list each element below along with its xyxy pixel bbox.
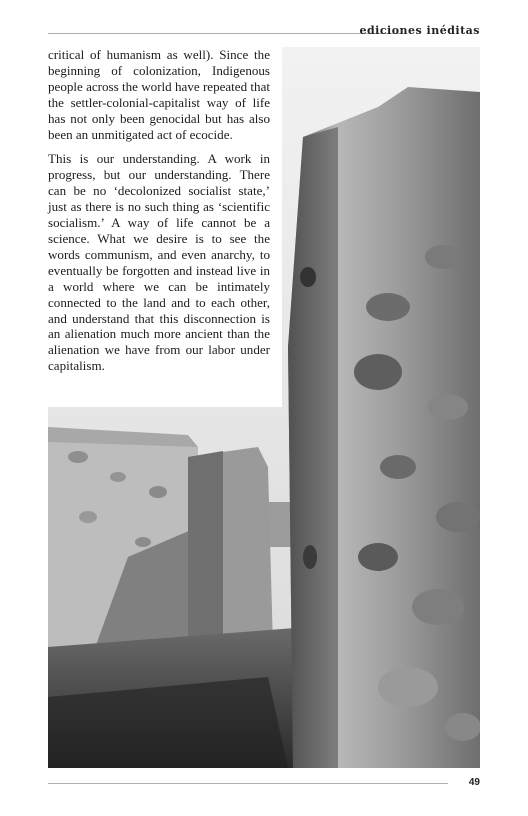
header-rule — [48, 33, 400, 34]
paragraph: critical of humanism as well). Since the beginning of colonization, Indigenous people across the world have repeated that the settler-colonial-capitalist way of life has not only been genocidal but has also been an unmitigated act of ecocide. — [48, 47, 270, 142]
publisher-brand: ediciones inéditas — [359, 24, 480, 37]
footer-rule — [48, 783, 448, 784]
paragraph: This is our understanding. A work in progress, but our understanding. There can be no ‘decolonized socialist state,’ just as there is no such thing as ‘scientific socialism.’ A way of life cannot be a science. What we desire is to see the words communism, and even anarchy, to eventually be forgotten and instead live in a world where we can be intimately connected to the land and to each other, and understand that this disconnection is an alienation much more ancient than the alienation we have from our labor under capitalism. — [48, 151, 270, 374]
page-number: 49 — [468, 777, 480, 788]
text-column — [48, 47, 282, 407]
